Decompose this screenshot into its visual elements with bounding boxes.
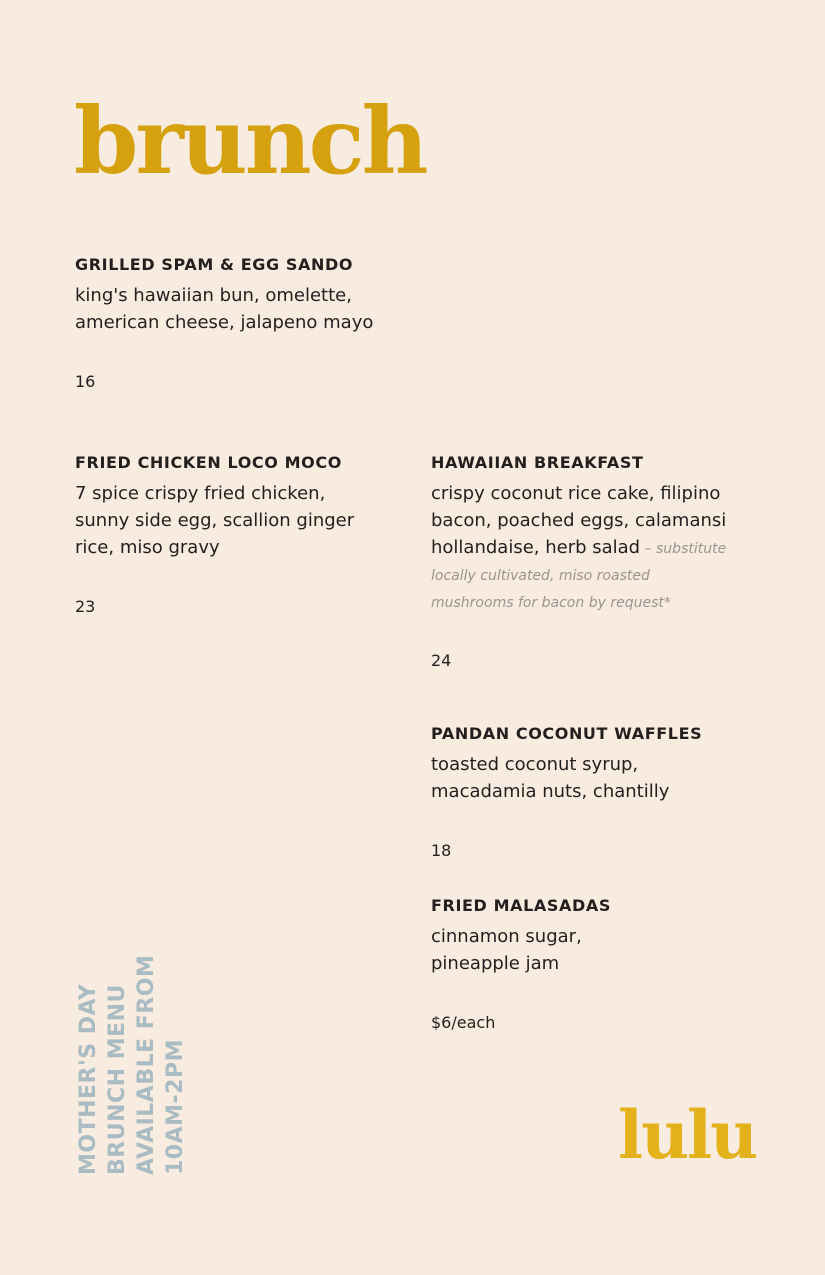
menu-item-loco-moco [75,453,375,617]
item-name: FRIED MALASADAS [431,896,611,915]
item-description [431,923,631,977]
item-price: 23 [75,597,96,616]
item-description-text: crispy coconut rice cake, filipino bacon, poached eggs, calamansi hollandaise, herb salad [431,483,727,558]
item-price: 18 [431,841,452,860]
lulu-logo: lulu [618,1096,757,1174]
item-description [75,480,375,561]
menu-item-spam-sando [75,255,375,392]
item-price: 16 [75,372,96,391]
mothers-day-note [74,955,190,1175]
item-name: GRILLED SPAM & EGG SANDO [75,255,354,274]
menu-title: brunch [74,87,426,195]
menu-item-hawaiian-breakfast [431,453,731,671]
item-description-text: 7 spice crispy fried chicken, sunny side egg, scallion ginger rice, miso gravy [75,483,355,558]
side-note-line: MOTHER'S DAY [76,983,101,1175]
item-description-text: cinnamon sugar, pineapple jam [431,926,582,974]
item-description-text: king's hawaiian bun, omelette, american cheese, jalapeno mayo [75,285,374,333]
side-note-line: AVAILABLE FROM [134,954,159,1175]
menu-item-pandan-waffles [431,724,711,861]
item-price: $6/each [431,1013,496,1032]
side-note-line: 10AM-2PM [163,1039,188,1175]
menu-item-malasadas [431,896,631,1033]
item-name: HAWAIIAN BREAKFAST [431,453,644,472]
item-name: FRIED CHICKEN LOCO MOCO [75,453,342,472]
item-note: – substitute locally cultivated, miso roasted mushrooms for bacon by request* [431,541,727,611]
side-note-line: BRUNCH MENU [105,984,130,1175]
item-description [75,282,375,336]
item-name: PANDAN COCONUT WAFFLES [431,724,703,743]
item-description-text: toasted coconut syrup, macadamia nuts, chantilly [431,754,670,802]
item-description [431,480,731,615]
item-price: 24 [431,651,452,670]
item-description [431,751,711,805]
